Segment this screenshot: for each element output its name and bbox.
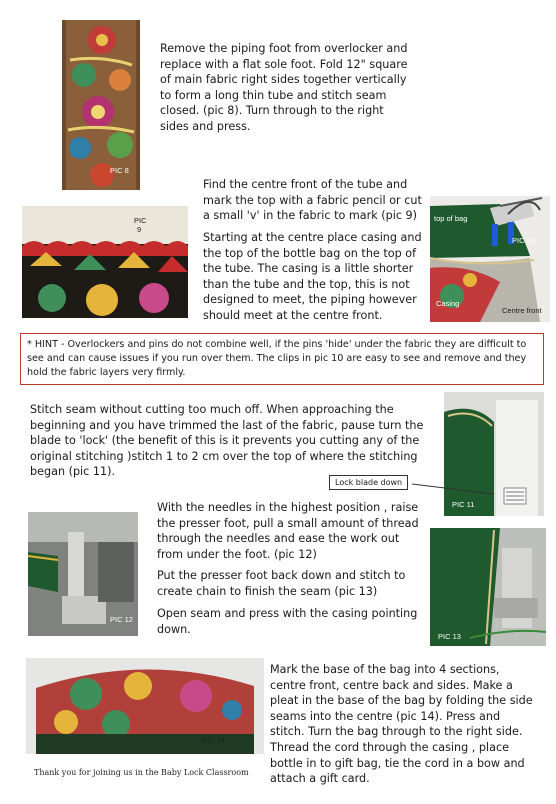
- step-text-3: Starting at the centre place casing and the top of the bottle bag on the top of the tube. The casing is a little shorter than the tube and the top, this is not designed to meet, the piping however should meet at the centre front.: [203, 231, 422, 322]
- lock-blade-callout: Lock blade down: [329, 475, 408, 490]
- pic13-caption: PIC 13: [438, 632, 461, 641]
- pic8-caption: PIC 8: [110, 166, 129, 175]
- pic13-graphic: [430, 528, 546, 646]
- pic10-casing-label: Casing: [436, 299, 460, 308]
- pic10-caption: PIC 10: [512, 236, 535, 245]
- pic9-photo: [22, 206, 188, 318]
- step-text-1: Remove the piping foot from overlocker and replace with a flat sole foot. Fold 12" square of main fabric right sides together vertically to form a long thin tube and stitch seam closed. (pic 8). Turn through to the right sides and press.: [160, 42, 408, 133]
- pic14-graphic: [26, 658, 264, 754]
- pic14-photo: [26, 658, 264, 754]
- pic9-caption-line2: 9: [137, 225, 142, 234]
- pic10-top-of-bag-label: top of bag: [434, 214, 468, 223]
- pic11-caption: PIC 11: [452, 500, 475, 509]
- step-text-5: With the needles in the highest position , raise the presser foot, pull a small amount of thread through the needles and ease the work out from under the foot. (pic 12): [157, 501, 419, 561]
- pic8-photo: [62, 20, 140, 190]
- pic10-photo: [430, 196, 550, 322]
- pic9-caption-line1: PIC: [134, 216, 147, 225]
- step-text-4: Stitch seam without cutting too much off. When approaching the beginning and you have trimmed the last of the fabric, pause turn the blade to 'lock' (the benefit of this is it prevents you cutting any of the original stitching )stitch 1 to 2 cm over the top of where the stitching began (pic 11).: [30, 403, 424, 479]
- hint-box: * HINT - Overlockers and pins do not combine well, if the pins 'hide' under the fabric they are difficult to see and can cause issues if you run over them. The clips in pic 10 are easy to see and remove and they hold the fabric layers very firmly.: [20, 333, 544, 385]
- pic14-caption: PIC 14: [202, 736, 225, 745]
- pic13-photo: [430, 528, 546, 646]
- pic10-centre-front-label: Centre front: [502, 306, 542, 315]
- footer-thanks: Thank you for joining us in the Baby Lock Classroom: [34, 768, 249, 777]
- step-text-7: Open seam and press with the casing pointing down.: [157, 607, 418, 636]
- pic9-fabric-graphic: [22, 206, 188, 318]
- pic8-fabric-graphic: [62, 20, 140, 190]
- step-text-2: Find the centre front of the tube and mark the top with a fabric pencil or cut a small 'v' in the fabric to mark (pic 9): [203, 178, 422, 223]
- step-text-8: Mark the base of the bag into 4 sections, centre front, centre back and sides. Make a pleat in the base of the bag by folding the side seams into the centre (pic 14). Press and stitch. Turn the bag through to the right side. Thread the cord through the casing , place bottle in to gift bag, tie the cord in a bow and attach a gift card.: [270, 663, 533, 786]
- lock-blade-leader-line: [412, 476, 496, 498]
- pic12-photo: [28, 512, 138, 636]
- step-text-6: Put the presser foot back down and stitch to create chain to finish the seam (pic 13): [157, 569, 406, 598]
- pic12-caption: PIC 12: [110, 615, 133, 624]
